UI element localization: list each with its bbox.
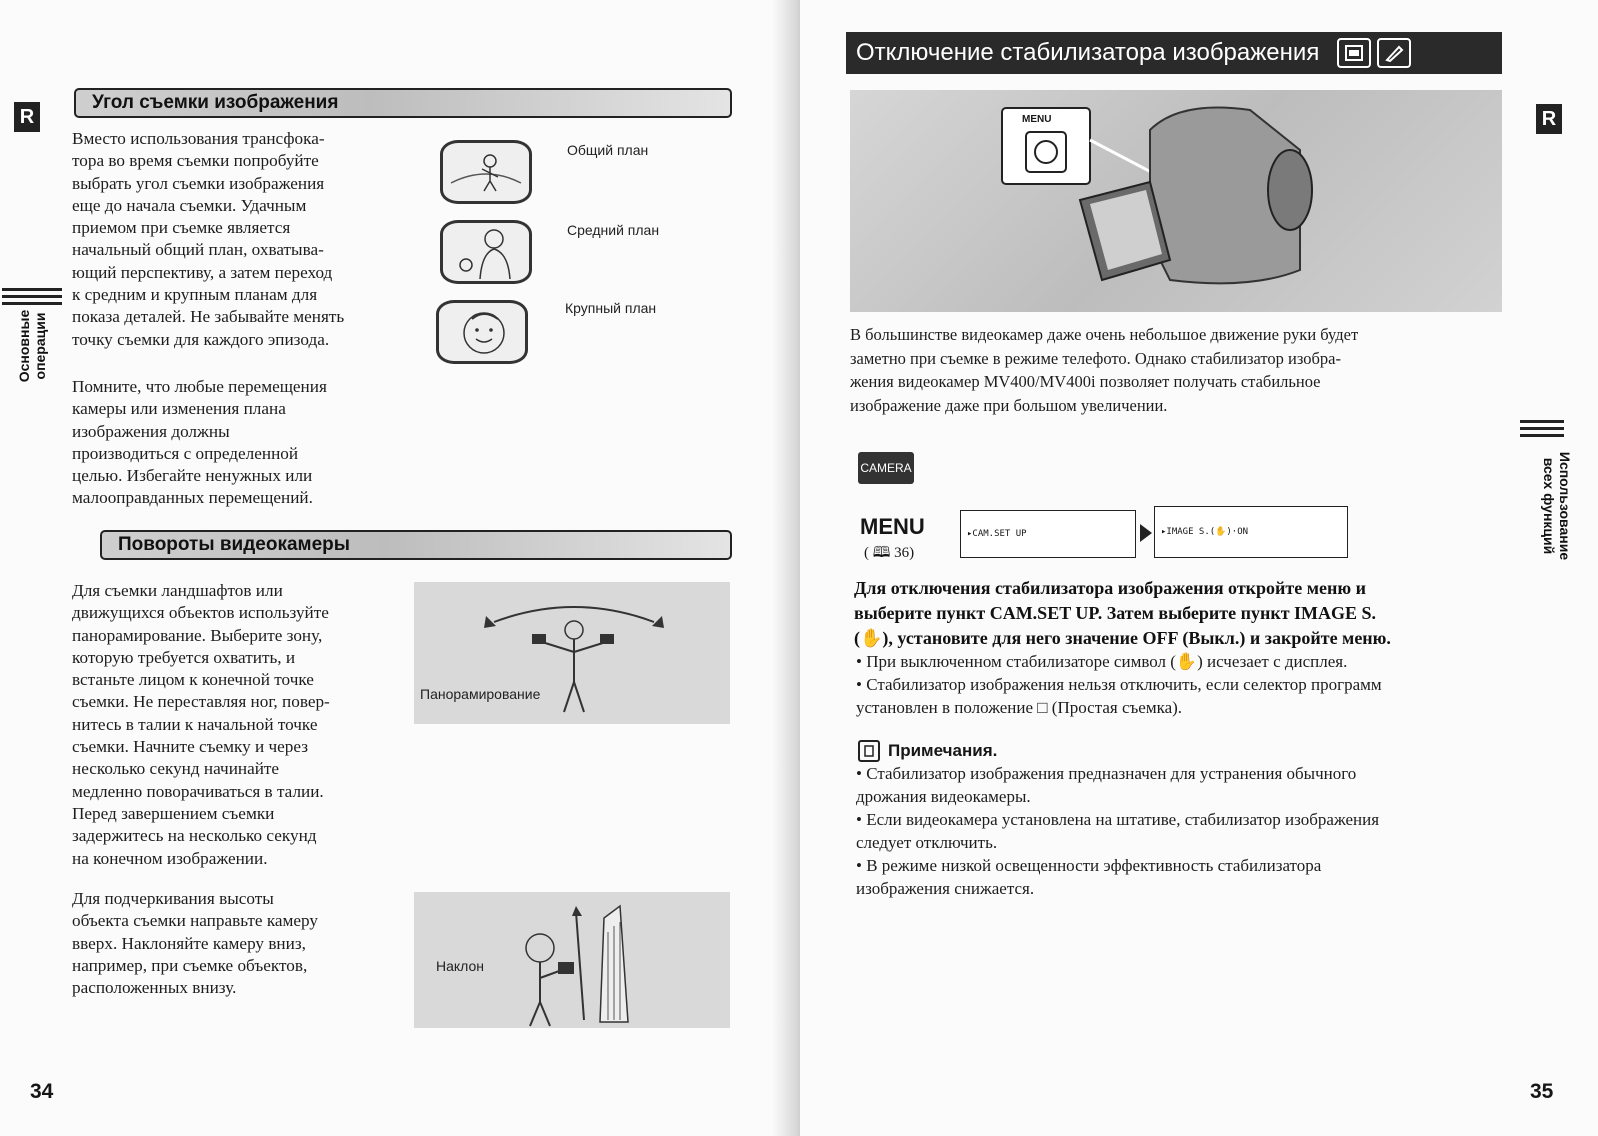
pan-paragraph: Для съемки ландшафтов или движущихся объектов используйте панорамирование. Выберите зону, которую требуется охватить, и встаньте лицом к конечной точке съемки. Не переставляя ног, повер- нитесь в талии к начальной точке съемки. Начните съемку и через несколько секунд начинайте медленно поворачиваться в талии. Перед завершением съемки задержитесь на несколько секунд на конечном изображении. bbox=[72, 581, 330, 868]
stabilizer-bullets bbox=[856, 650, 1516, 719]
note-item: • Стабилизатор изображения предназначен для устранения обычного дрожания видеокамеры. bbox=[856, 764, 1357, 806]
side-tab-label-right: Использование всех функций bbox=[1541, 451, 1573, 561]
stabilizer-intro: В большинстве видеокамер даже очень небольшое движение руки будет заметно при съемке в режиме телефото. Однако стабилизатор изобра- жения видеокамер MV400/MV400i позволяет получать стабильное изображение даже при большом увеличении. bbox=[850, 325, 1359, 415]
note-text: Если видеокамера установлена на штативе, стабилизатор изображения следует отключить. bbox=[856, 810, 1380, 852]
notes-list bbox=[856, 762, 1516, 900]
bullet-text: Стабилизатор изображения нельзя отключить, если селектор программ установлен в положение □ (Простая съемка). bbox=[856, 675, 1382, 717]
region-badge-right: R bbox=[1536, 104, 1562, 134]
menu-step-cam-setup: ▸CAM.SET UP bbox=[960, 510, 1136, 558]
right-page bbox=[800, 0, 1598, 1136]
page-number-right: 35 bbox=[1530, 1080, 1554, 1103]
note-item: • В режиме низкой освещенности эффективность стабилизатора изображения снижается. bbox=[856, 856, 1322, 898]
wide-shot-caption: Общий план bbox=[567, 142, 649, 158]
angle-paragraph-1: Вместо использования трансфока- тора во время съемки попробуйте выбрать угол съемки изображения еще до начала съемки. Удачным приемом при съемке является начальный общий план, охватыва- ющий перспективу, а затем переход к средним и крупным планам для показа деталей. Не забывайте менять точку съемки для каждого эпизода. bbox=[72, 129, 345, 349]
panning-illustration bbox=[414, 582, 730, 724]
region-badge: R bbox=[14, 102, 40, 132]
bullet-text: При выключенном стабилизаторе символ (✋) исчезает с дисплея. bbox=[866, 652, 1348, 671]
bullet-item: • При выключенном стабилизаторе символ (✋) исчезает с дисплея. bbox=[856, 652, 1348, 671]
notes-heading bbox=[858, 740, 997, 762]
menu-heading: MENU bbox=[860, 514, 925, 539]
menu-arrow-icon bbox=[1138, 522, 1154, 544]
camera-mode-badge: CAMERA bbox=[858, 452, 914, 484]
panning-caption: Панорамирование bbox=[420, 686, 541, 702]
note-item: • Если видеокамера установлена на штативе, стабилизатор изображения следует отключить. bbox=[856, 810, 1380, 852]
section-header-shooting-angle: Угол съемки изображения bbox=[74, 88, 732, 118]
medium-shot-icon bbox=[446, 225, 526, 279]
wide-shot-illustration bbox=[440, 140, 532, 204]
tilt-caption: Наклон bbox=[436, 958, 485, 974]
page-number-left: 34 bbox=[30, 1080, 54, 1103]
note-icon bbox=[858, 740, 880, 762]
page-title-bar bbox=[846, 32, 1502, 74]
closeup-shot-caption: Крупный план bbox=[565, 300, 657, 316]
card-mode-icon bbox=[1377, 38, 1411, 68]
menu-page-ref: ( 🕮 36) bbox=[864, 545, 915, 561]
tilt-paragraph: Для подчеркивания высоты объекта съемки направьте камеру вверх. Наклоняйте камеру вниз, например, при съемке объектов, расположенных внизу. bbox=[72, 889, 319, 998]
tape-mode-icon bbox=[1337, 38, 1371, 68]
closeup-shot-icon bbox=[442, 305, 522, 359]
menu-step-image-stabilizer: ▸IMAGE S.(✋)·ON bbox=[1154, 506, 1348, 558]
stabilizer-instruction: Для отключения стабилизатора изображения откройте меню и выберите пункт CAM.SET UP. Затем выберите пункт IMAGE S. (✋), установите для него значение OFF (Выкл.) и закройте меню. bbox=[854, 578, 1391, 648]
side-tab-label: Основные операции bbox=[16, 309, 48, 383]
closeup-shot-illustration bbox=[436, 300, 528, 364]
bullet-item: • Стабилизатор изображения нельзя отключить, если селектор программ установлен в положение □ (Простая съемка). bbox=[856, 675, 1382, 717]
wide-shot-icon bbox=[446, 145, 526, 199]
menu-button-label: MENU bbox=[1022, 114, 1052, 125]
angle-paragraph-2: Помните, что любые перемещения камеры или изменения плана изображения должны производиться с определенной целью. Избегайте ненужных или малооправданных перемещений. bbox=[72, 377, 327, 508]
camcorder-icon bbox=[850, 90, 1502, 312]
medium-shot-caption: Средний план bbox=[567, 222, 660, 238]
camcorder-photo bbox=[850, 90, 1502, 312]
panning-figure-icon bbox=[414, 582, 730, 724]
note-text: Стабилизатор изображения предназначен для устранения обычного дрожания видеокамеры. bbox=[856, 764, 1357, 806]
medium-shot-illustration bbox=[440, 220, 532, 284]
notes-title: Примечания. bbox=[888, 741, 998, 760]
note-text: В режиме низкой освещенности эффективность стабилизатора изображения снижается. bbox=[856, 856, 1322, 898]
page-title: Отключение стабилизатора изображения bbox=[856, 39, 1320, 66]
section-header-camera-moves: Повороты видеокамеры bbox=[100, 530, 732, 560]
